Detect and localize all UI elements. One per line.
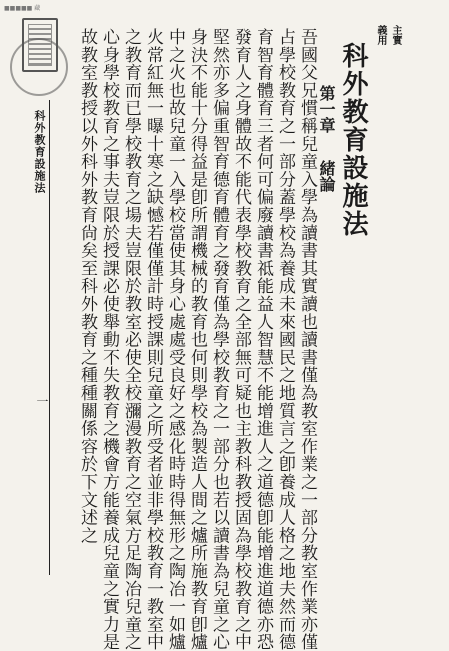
body-column-8: 火常紅無一曝十寒之缺憾若僅僅計時授課則兒童之所受者並非學校教育一教室中 xyxy=(143,28,163,651)
seal-inner-pattern xyxy=(28,24,52,66)
header-tag-right: 義用 xyxy=(375,25,386,45)
body-column-6: 身決不能十分得益是卽所謂機械的教育也何則學校為製造人間之爐所施教育卽爐 xyxy=(187,28,207,651)
body-column-3: 育智育體育三者何可偏廢讀書祗能益人智慧不能增進人之道德卽能增進道德亦恐 xyxy=(253,28,273,651)
header-tag-left: 主實 xyxy=(390,25,401,45)
body-column-7: 中之火也故兒童一入學校當使其身心處處受良好之感化時時得無形之陶冶一如爐 xyxy=(165,28,185,651)
body-column-5: 堅然亦多偏重智育德育體育之發育僅為學校教育之一部分也若以讀書為兒童之心 xyxy=(209,28,229,651)
library-seal-stamp xyxy=(22,18,58,72)
margin-rule xyxy=(49,100,50,575)
body-column-1: 吾國父兄慣稱兒童入學為讀書其實讀也讀書僅為教室作業之一部分教室作業亦僅 xyxy=(297,28,317,651)
library-watermark: ■■■■■ 藏 xyxy=(4,5,41,12)
body-column-4: 發育人之身體故不能代表學校教育之全部無可疑也主教科教授固為學校教育之中 xyxy=(231,28,251,651)
body-column-11: 故教室教授以外科外教育尙矣至科外教育之種種關係容於下文述之 xyxy=(77,28,97,545)
body-column-10: 心身學校教育之事夫豈限於授課必使舉動不失教育之機會方能養成兒童之實力是 xyxy=(99,28,119,651)
body-column-9: 之教育而已學校教育之場夫豈限於教室必使全校瀰漫教育之空氣方足陶冶兒童之 xyxy=(121,28,141,651)
page-number: 一 xyxy=(35,395,49,407)
running-title: 科外教育設施法 xyxy=(33,110,46,194)
book-title: 科外教育設施法 xyxy=(338,42,368,238)
body-column-2: 占學校教育之一部分蓋學校為養成未來國民之地質言之卽養成人格之地夫然而德 xyxy=(275,28,295,651)
chapter-number: 第一章 xyxy=(317,85,336,133)
chapter-name: 緒論 xyxy=(317,160,336,192)
